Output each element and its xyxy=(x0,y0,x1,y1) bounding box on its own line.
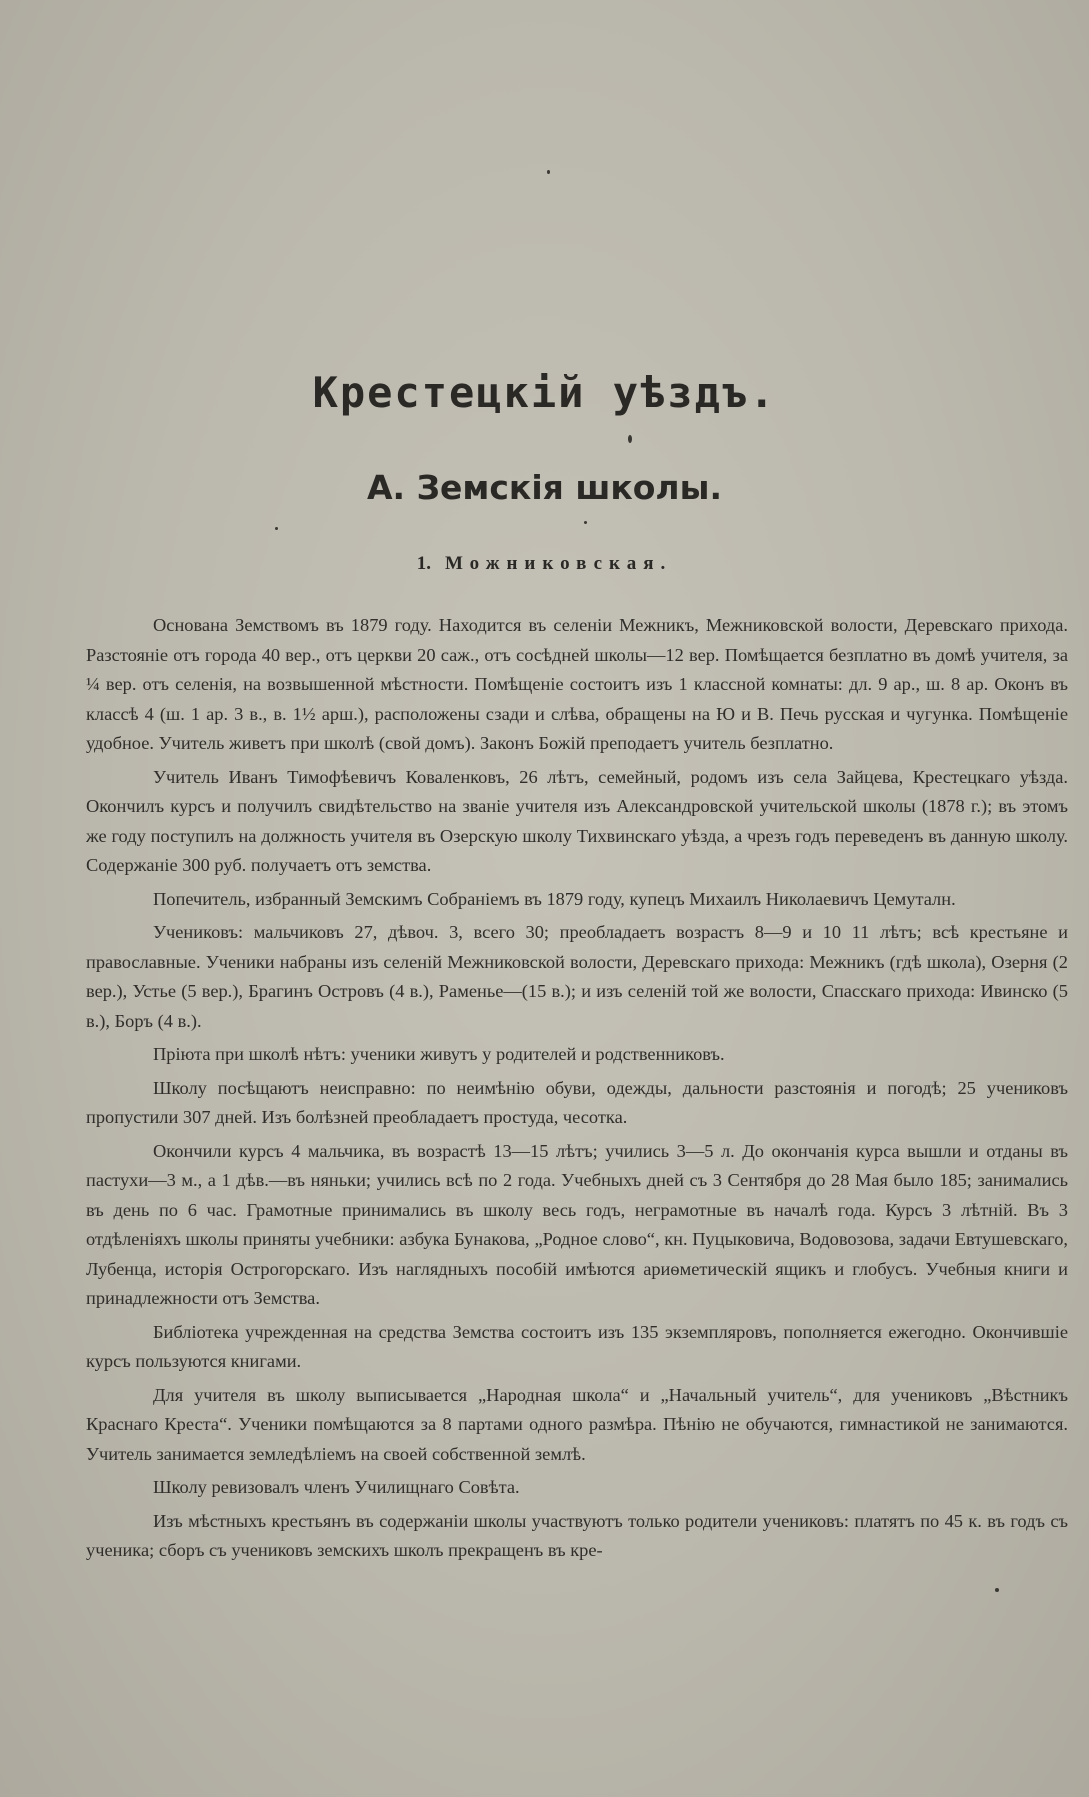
ink-speck xyxy=(584,521,587,524)
school-name: Можниковская. xyxy=(445,553,673,574)
paragraph-periodicals: Для учителя въ школу выписывается „Народная школа“ и „Начальный учитель“, для учениковъ „Вѣстникъ Краснаго Креста“. Ученики помѣщаются за 8 партами одного размѣра. Пѣнію не обучаются, гимнастикой не занимаются. Учитель занимается земледѣліемъ на своей собственной землѣ. xyxy=(86,1384,1068,1464)
district-title: Крестецкій уѣздъ. xyxy=(312,368,777,417)
paragraph-pupils: Учениковъ: мальчиковъ 27, дѣвоч. 3, всего 30; преобладаетъ возрастъ 8—9 и 10 11 лѣтъ; всѣ крестьяне и православные. Ученики набраны изъ селеній Межниковской волости, Деревскаго прихода: Межникъ (гдѣ школа), Озерня (2 вер.), Устье (5 вер.), Брагинъ Островъ (4 в.), Раменье—(15 в.); и изъ селеній той же волости, Спасскаго прихода: Ивинско (5 в.), Боръ (4 в.). xyxy=(86,922,1068,1031)
school-heading xyxy=(0,553,1089,575)
paragraph-founding: Основана Земствомъ въ 1879 году. Находится въ селеніи Межникъ, Межниковской волости, Деревскаго прихода. Разстояніе отъ города 40 вер., отъ церкви 20 саж., отъ сосѣдней школы—12 вер. Помѣщается безплатно въ домѣ учителя, за ¼ вер. отъ селенія, на возвышенной мѣстности. Помѣщеніе состоитъ изъ 1 классной комнаты: дл. 9 ар., ш. 8 ар. Оконъ въ классѣ 4 (ш. 1 ар. 3 в., в. 1½ арш.), расположены сзади и слѣва, обращены на Ю и В. Печь русская и чугунка. Помѣщеніе удобное. Учитель живетъ при школѣ (свой домъ). Законъ Божій преподаетъ учитель безплатно. xyxy=(86,615,1068,753)
paragraph-trustee: Попечитель, избранный Земскимъ Собраніемъ въ 1879 году, купецъ Михаилъ Николаевичъ Цемуталн. xyxy=(153,888,956,909)
ink-speck xyxy=(547,170,550,174)
paragraph-attendance: Школу посѣщаютъ неисправно: по неимѣнію обуви, одежды, дальности разстоянія и погодѣ; 25 учениковъ пропустили 307 дней. Изъ болѣзней преобладаетъ простуда, чесотка. xyxy=(86,1077,1068,1127)
body-text xyxy=(86,611,1068,1570)
paragraph-course: Окончили курсъ 4 мальчика, въ возрастѣ 13—15 лѣтъ; учились 3—5 л. До окончанія курса вышли и отданы въ пастухи—3 м., а 1 дѣв.—въ няньки; учились всѣ по 2 года. Учебныхъ дней съ 3 Сентября до 28 Мая было 185; занимались въ день по 6 час. Грамотные принимались въ школу весь годъ, неграмотные въ началѣ года. Курсъ 3 лѣтній. Въ 3 отдѣленіяхъ школы приняты учебники: азбука Бунакова, „Родное слово“, кн. Пуцыковича, Водовозова, задачи Евтушевскаго, Лубенца, исторія Острогорскаго. Изъ наглядныхъ пособій имѣются ариѳметическій ящикъ и глобусъ. Учебныя книги и принадлежности отъ Земства. xyxy=(86,1140,1068,1308)
ink-speck xyxy=(995,1588,999,1592)
paragraph-funding: Изъ мѣстныхъ крестьянъ въ содержаніи школы участвуютъ только родители учениковъ: платятъ по 45 к. въ годъ съ ученика; сборъ съ учениковъ земскихъ школъ прекращенъ въ кре- xyxy=(86,1510,1068,1560)
paragraph-shelter: Пріюта при школѣ нѣтъ: ученики живутъ у родителей и родственниковъ. xyxy=(153,1044,725,1064)
ink-speck xyxy=(628,435,632,443)
school-number: 1. xyxy=(416,553,431,574)
paragraph-inspection: Школу ревизовалъ членъ Училищнаго Совѣта. xyxy=(153,1477,520,1497)
ink-speck xyxy=(275,527,278,530)
paragraph-teacher: Учитель Иванъ Тимофѣевичъ Коваленковъ, 26 лѣтъ, семейный, родомъ изъ села Зайцева, Крестецкаго уѣзда. Окончилъ курсъ и получилъ свидѣтельство на званіе учителя изъ Александровской учительской школы (1878 г.); въ этомъ же году поступилъ на должность учителя въ Озерскую школу Тихвинскаго уѣзда, а чрезъ годъ переведенъ въ данную школу. Содержаніе 300 руб. получаетъ отъ земства. xyxy=(86,766,1068,875)
paragraph-library: Библіотека учрежденная на средства Земства состоитъ изъ 135 экземпляровъ, пополняется ежегодно. Окончившіе курсъ пользуются книгами. xyxy=(86,1321,1068,1371)
section-heading: А. Земскія школы. xyxy=(367,468,722,507)
